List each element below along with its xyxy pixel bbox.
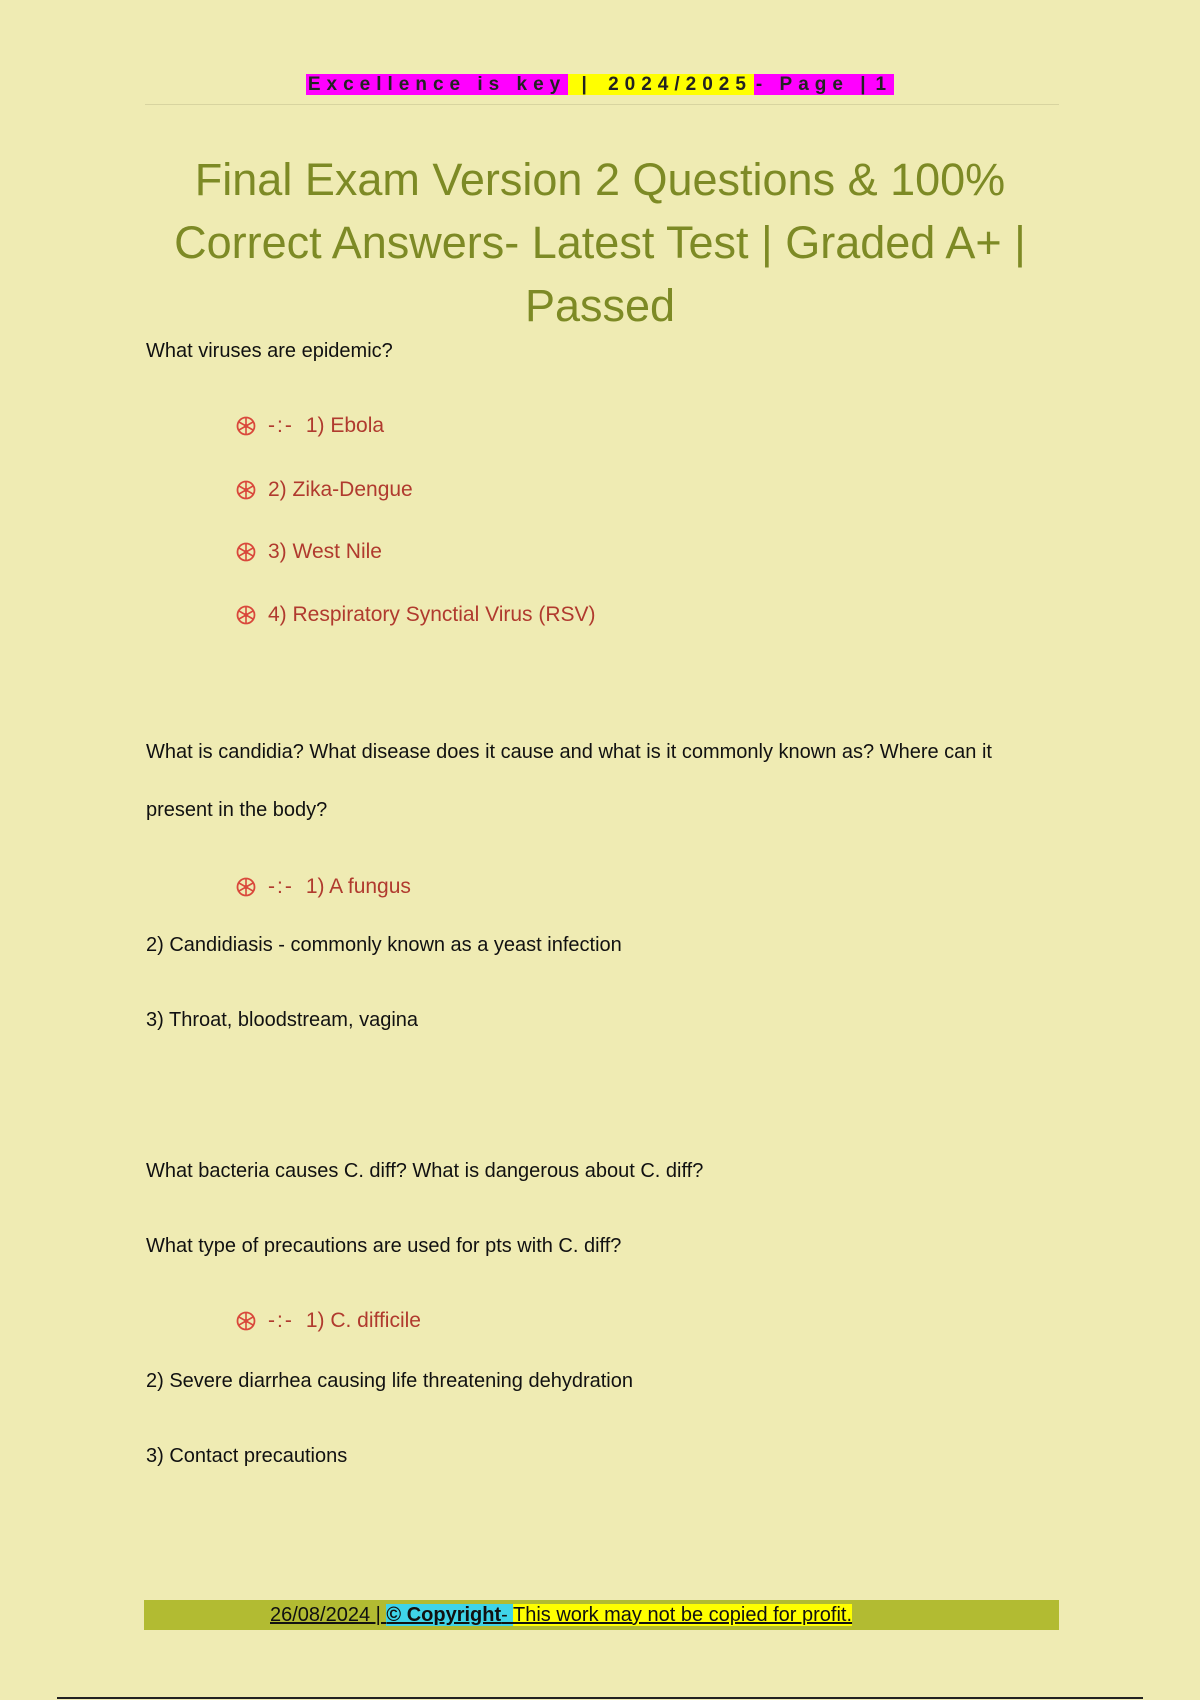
answer-item	[236, 875, 411, 899]
header-motto: Excellence is key	[307, 74, 567, 95]
red-wheel-bullet-icon	[236, 1311, 256, 1331]
page-bottom-rule	[57, 1697, 1143, 1699]
footer-copyright	[270, 1600, 852, 1630]
header-year: 2024/2025	[608, 74, 752, 95]
document-title: Final Exam Version 2 Questions & 100% Correct Answers- Latest Test | Graded A+ | Passed	[174, 154, 1026, 331]
red-wheel-bullet-icon	[236, 542, 256, 562]
answer-text: 1) C. difficile	[305, 1309, 421, 1332]
page-header	[0, 71, 1200, 99]
copyright-notice: This work may not be copied for profit.	[513, 1604, 853, 1626]
answer-line: 3) Throat, bloodstream, vagina	[146, 1009, 419, 1031]
copyright-label: © Copyright	[386, 1604, 502, 1626]
header-divider	[145, 104, 1059, 105]
header-page-label: - Page |	[755, 74, 872, 95]
copyright-dash: -	[501, 1604, 513, 1626]
answer-prefix: -:-	[268, 1309, 294, 1332]
answer-item	[236, 603, 596, 627]
answer-prefix: -:-	[268, 414, 294, 437]
answer-text: 2) Zika-Dengue	[268, 478, 413, 501]
answer-item	[236, 414, 384, 438]
question-3-line-2: What type of precautions are used for pts with C. diff?	[146, 1235, 622, 1257]
red-wheel-bullet-icon	[236, 416, 256, 436]
question-1: What viruses are epidemic?	[146, 340, 393, 362]
answer-text: 3) West Nile	[268, 540, 382, 563]
red-wheel-bullet-icon	[236, 877, 256, 897]
question-3-line-1: What bacteria causes C. diff? What is dangerous about C. diff?	[146, 1160, 704, 1182]
answer-item	[236, 478, 413, 502]
answer-item	[236, 540, 382, 564]
question-2: What is candidia? What disease does it cause and what is it commonly known as? Where can it present in the body?	[146, 741, 992, 821]
answer-text: 4) Respiratory Synctial Virus (RSV)	[268, 603, 596, 626]
answer-line: 3) Contact precautions	[146, 1445, 348, 1467]
red-wheel-bullet-icon	[236, 480, 256, 500]
header-separator: |	[570, 74, 605, 95]
answer-prefix: -:-	[268, 875, 294, 898]
header-page-number: 1	[875, 74, 893, 95]
answer-line: 2) Severe diarrhea causing life threatening dehydration	[146, 1370, 633, 1392]
red-wheel-bullet-icon	[236, 605, 256, 625]
answer-item	[236, 1309, 421, 1333]
answer-line: 2) Candidiasis - commonly known as a yeast infection	[146, 934, 622, 956]
footer-date: 26/08/2024 |	[270, 1604, 387, 1626]
answer-text: 1) A fungus	[305, 875, 411, 898]
answer-text: 1) Ebola	[305, 414, 385, 437]
